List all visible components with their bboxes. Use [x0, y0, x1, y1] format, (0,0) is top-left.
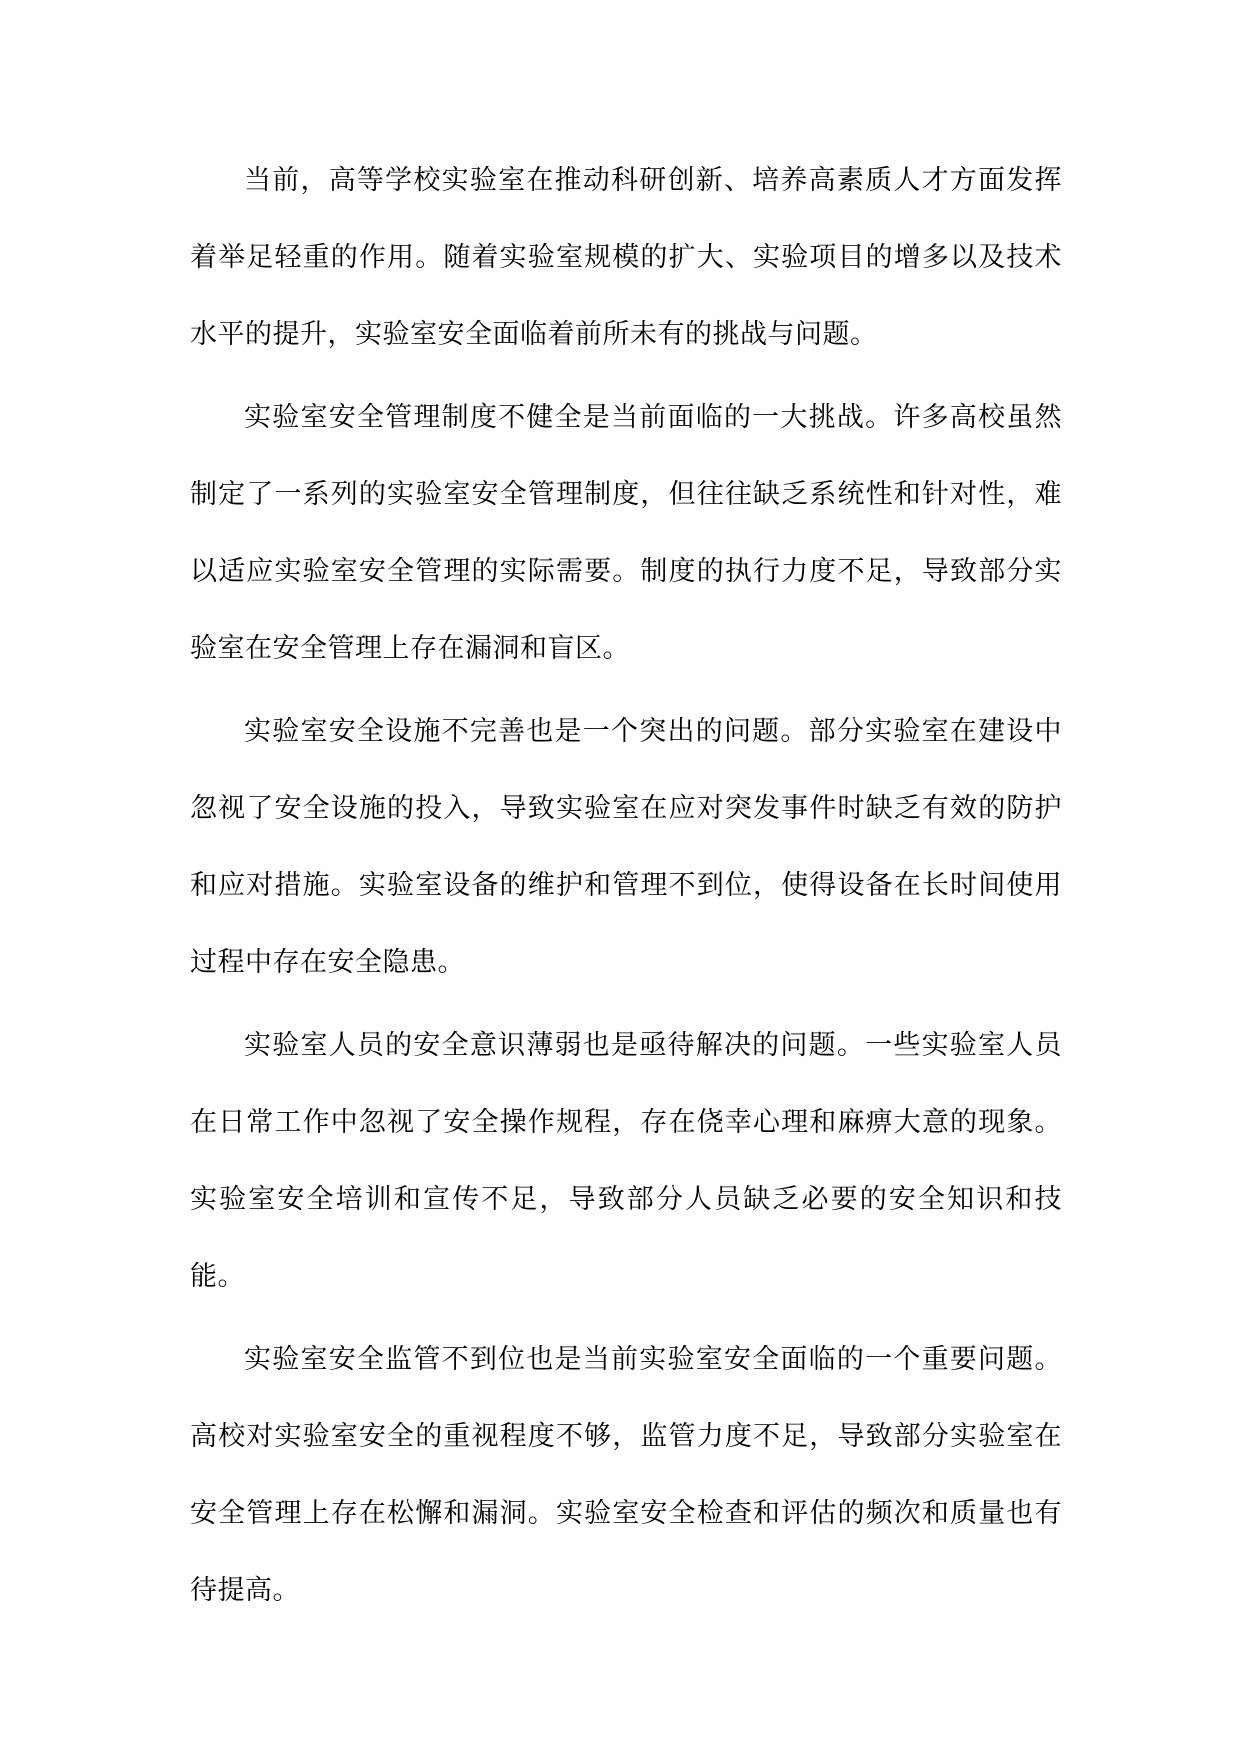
paragraph-management-system: 实验室安全管理制度不健全是当前面临的一大挑战。许多高校虽然制定了一系列的实验室安全管理制度，但往往缺乏系统性和针对性，难以适应实验室安全管理的实际需要。制度的执行力度不足，导致部分实验室在安全管理上存在漏洞和盲区。 — [190, 402, 1062, 664]
paragraph-safety-awareness: 实验室人员的安全意识薄弱也是亟待解决的问题。一些实验室人员在日常工作中忽视了安全操作规程，存在侥幸心理和麻痹大意的现象。实验室安全培训和宣传不足，导致部分人员缺乏必要的安全知识和技能。 — [190, 1030, 1062, 1292]
document-body — [190, 142, 1062, 1635]
paragraph-intro: 当前，高等学校实验室在推动科研创新、培养高素质人才方面发挥着举足轻重的作用。随着实验室规模的扩大、实验项目的增多以及技术水平的提升，实验室安全面临着前所未有的挑战与问题。 — [190, 165, 1062, 350]
paragraph-safety-facilities: 实验室安全设施不完善也是一个突出的问题。部分实验室在建设中忽视了安全设施的投入，导致实验室在应对突发事件时缺乏有效的防护和应对措施。实验室设备的维护和管理不到位，使得设备在长时间使用过程中存在安全隐患。 — [190, 716, 1062, 978]
paragraph-supervision: 实验室安全监管不到位也是当前实验室安全面临的一个重要问题。高校对实验室安全的重视程度不够，监管力度不足，导致部分实验室在安全管理上存在松懈和漏洞。实验室安全检查和评估的频次和质量也有待提高。 — [190, 1344, 1062, 1606]
